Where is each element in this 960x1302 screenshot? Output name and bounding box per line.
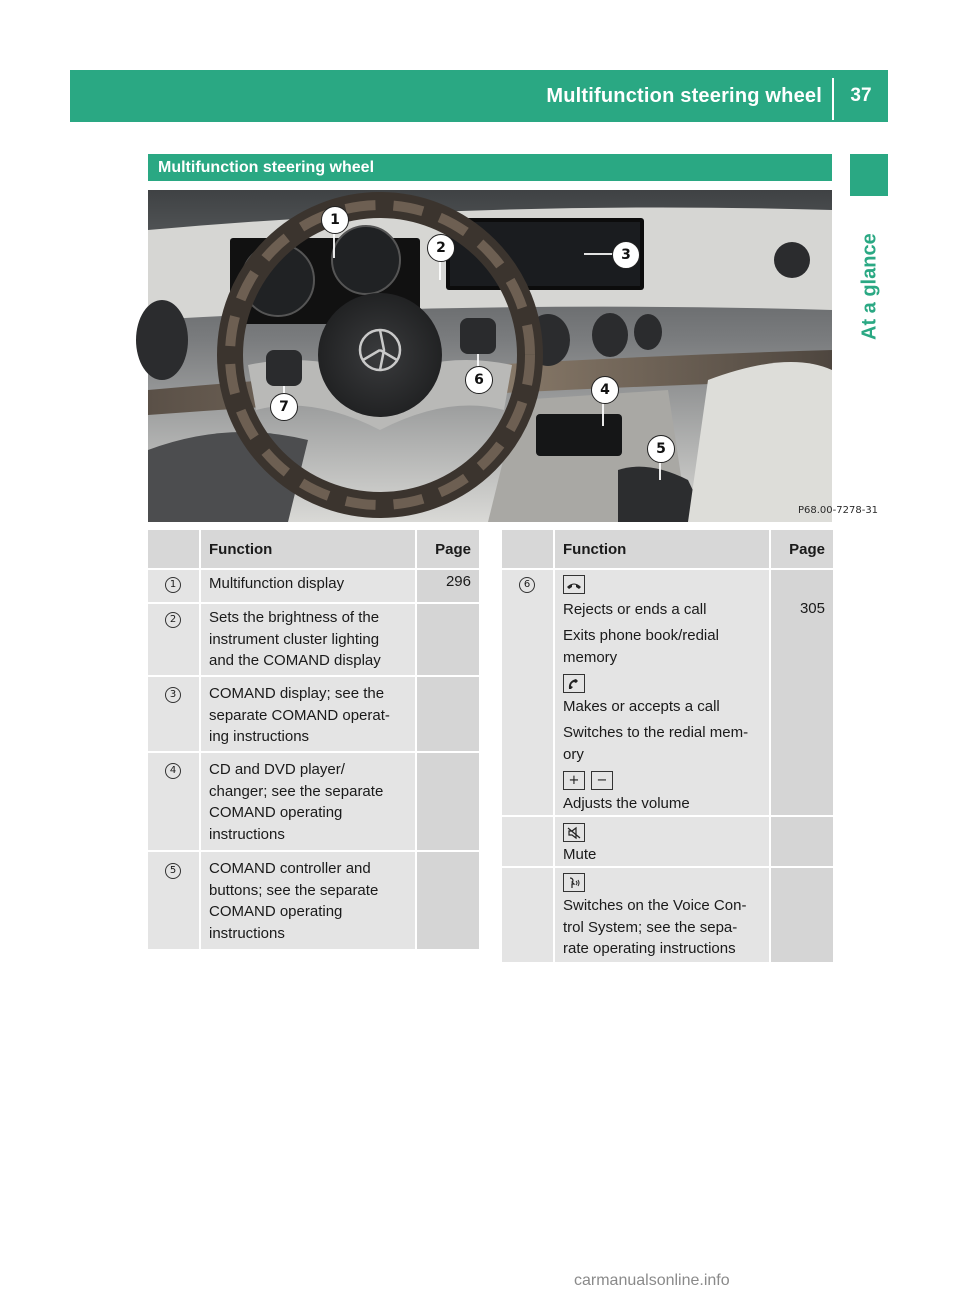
callout-6: 6 [465,366,493,394]
row-text [209,607,417,672]
row-line: separate COMAND operat- [209,706,390,724]
callout-2: 2 [427,234,455,262]
row-text [563,696,771,718]
watermark: carmanualsonline.info [574,1272,730,1289]
row-text [209,858,417,944]
row-line: COMAND operating [209,804,343,821]
phone-hangup-icon [563,575,585,594]
row-line: Switches to the redial mem- [563,724,749,741]
page-column [771,568,833,962]
callout-1: 1 [321,206,349,234]
row-text [563,625,771,668]
row-line: Exits phone book/redial [563,627,719,644]
callout-number: 1 [165,577,181,593]
page-ref: 305 [799,600,825,617]
minus-icon: − [591,771,613,790]
row-line: ing instructions [209,728,310,745]
page-ref: 296 [445,573,471,590]
section-title: Multifunction steering wheel [158,158,375,176]
row-line: CD and DVD player/ [209,761,345,778]
row-text [209,683,417,748]
row-line: instructions [209,825,285,843]
row-divider [148,850,479,852]
header-function: Function [563,540,627,558]
row-line: memory [563,648,618,666]
header-page: Page [789,540,825,558]
row-divider [148,568,479,570]
row-divider [502,568,833,570]
column-divider [553,530,555,962]
row-line: Rejects or ends a call [563,601,707,618]
row-text [563,599,771,621]
row-line: Adjusts the volume [563,795,690,812]
callout-number: 5 [165,863,181,879]
callout-5: 5 [647,435,675,463]
header-page: Page [435,540,471,558]
callout-number: 2 [165,612,181,628]
row-line: rate operating instructions [563,940,736,957]
row-divider [502,815,833,817]
row-divider [502,866,833,868]
row-line: trol System; see the sepa- [563,918,738,936]
mute-icon [563,823,585,842]
row-line: ory [563,745,584,763]
volume-plus-minus-icon [563,771,619,790]
row-line: Multifunction display [209,575,345,592]
side-tab-label: At a glance [858,233,881,340]
right-function-table [502,530,833,962]
row-line: Sets the brightness of the [209,609,380,626]
callout-4: 4 [591,376,619,404]
row-line: instrument cluster lighting [209,630,380,648]
phone-pickup-icon [563,674,585,693]
row-line: COMAND operating [209,903,343,920]
page-number: 37 [850,85,872,106]
table-header [502,530,833,568]
row-line: Makes or accepts a call [563,698,720,715]
row-text [563,844,771,866]
side-tab-marker [850,154,888,196]
row-text [209,759,417,845]
header-title: Multifunction steering wheel [546,84,822,107]
plus-icon: + [563,771,585,790]
left-function-table [148,530,479,949]
callout-number: 4 [165,763,181,779]
row-divider [148,602,479,604]
page-column [417,568,479,949]
header-function: Function [209,540,273,558]
row-line: buttons; see the separate [209,881,379,899]
row-line: Switches on the Voice Con- [563,897,747,914]
row-line: and the COMAND display [209,652,381,669]
row-text [209,573,417,595]
callout-3: 3 [612,241,640,269]
column-divider [199,530,201,949]
figure-code: P68.00-7278-31 [798,505,879,516]
callout-number: 3 [165,687,181,703]
callout-number: 6 [519,577,535,593]
callout-7: 7 [270,393,298,421]
row-line: Mute [563,846,597,863]
row-divider [148,675,479,677]
row-line: instructions [209,924,285,942]
row-text [563,793,771,815]
row-text [563,722,771,765]
row-divider [148,751,479,753]
row-line: COMAND controller and [209,860,371,877]
table-header [148,530,479,568]
row-line: COMAND display; see the [209,685,385,702]
row-line: changer; see the separate [209,782,384,800]
row-text [563,895,771,960]
voice-control-icon [563,873,585,892]
